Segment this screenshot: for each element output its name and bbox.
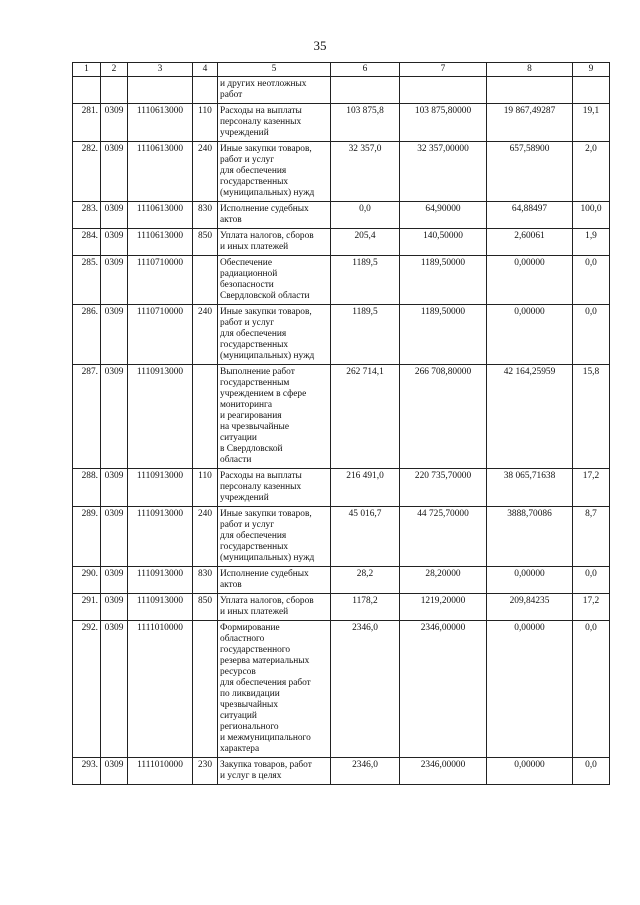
item-name: Исполнение судебных актов: [218, 202, 331, 229]
refined-amount: 64,90000: [400, 202, 487, 229]
approved-amount: 1189,5: [331, 256, 400, 305]
refined-amount: 44 725,70000: [400, 507, 487, 567]
item-name: Исполнение судебных актов: [218, 567, 331, 594]
refined-amount: 32 357,00000: [400, 142, 487, 202]
refined-amount: 1189,50000: [400, 256, 487, 305]
row-number: 284.: [73, 229, 101, 256]
executed-amount: 3888,70086: [487, 507, 573, 567]
approved-amount: [331, 77, 400, 104]
column-header-7: 7: [400, 63, 487, 77]
execution-percent: 100,0: [573, 202, 610, 229]
execution-percent: 17,2: [573, 594, 610, 621]
approved-amount: 103 875,8: [331, 104, 400, 142]
row-number: 286.: [73, 305, 101, 365]
item-name: Обеспечение радиационной безопасности Свердловской области: [218, 256, 331, 305]
expense-type: 830: [193, 567, 218, 594]
row-number: 281.: [73, 104, 101, 142]
executed-amount: 38 065,71638: [487, 469, 573, 507]
section-code: 0309: [101, 507, 128, 567]
execution-percent: 0,0: [573, 758, 610, 785]
row-number: 283.: [73, 202, 101, 229]
table-row: [73, 104, 610, 142]
table-row: [73, 469, 610, 507]
section-code: 0309: [101, 142, 128, 202]
refined-amount: 1189,50000: [400, 305, 487, 365]
column-header-3: 3: [128, 63, 193, 77]
column-header-5: 5: [218, 63, 331, 77]
table-row: [73, 229, 610, 256]
execution-percent: 19,1: [573, 104, 610, 142]
section-code: 0309: [101, 469, 128, 507]
executed-amount: 42 164,25959: [487, 365, 573, 469]
executed-amount: 0,00000: [487, 256, 573, 305]
refined-amount: 1219,20000: [400, 594, 487, 621]
table-row: [73, 507, 610, 567]
expense-type: 230: [193, 758, 218, 785]
expense-type: [193, 77, 218, 104]
table-row: [73, 305, 610, 365]
executed-amount: [487, 77, 573, 104]
refined-amount: 103 875,80000: [400, 104, 487, 142]
refined-amount: 28,20000: [400, 567, 487, 594]
column-header-6: 6: [331, 63, 400, 77]
table-row: [73, 758, 610, 785]
table-row: [73, 567, 610, 594]
approved-amount: 216 491,0: [331, 469, 400, 507]
expense-type: 110: [193, 104, 218, 142]
approved-amount: 45 016,7: [331, 507, 400, 567]
section-code: 0309: [101, 567, 128, 594]
table-row: [73, 594, 610, 621]
item-name: Закупка товаров, работ и услуг в целях: [218, 758, 331, 785]
row-number: 293.: [73, 758, 101, 785]
target-article: 1110913000: [128, 567, 193, 594]
table-row: [73, 77, 610, 104]
executed-amount: 0,00000: [487, 758, 573, 785]
expense-type: 850: [193, 229, 218, 256]
item-name: Выполнение работ государственным учреждением в сфере мониторинга и реагирования на чрезвычайные ситуации в Свердловской области: [218, 365, 331, 469]
section-code: 0309: [101, 229, 128, 256]
approved-amount: 0,0: [331, 202, 400, 229]
section-code: [101, 77, 128, 104]
table-body: [73, 77, 610, 785]
section-code: 0309: [101, 758, 128, 785]
column-header-8: 8: [487, 63, 573, 77]
section-code: 0309: [101, 104, 128, 142]
approved-amount: 2346,0: [331, 621, 400, 758]
section-code: 0309: [101, 621, 128, 758]
section-code: 0309: [101, 256, 128, 305]
budget-table: [72, 62, 610, 785]
refined-amount: 2346,00000: [400, 621, 487, 758]
execution-percent: 0,0: [573, 256, 610, 305]
executed-amount: 0,00000: [487, 621, 573, 758]
execution-percent: 8,7: [573, 507, 610, 567]
execution-percent: 15,8: [573, 365, 610, 469]
expense-type: 110: [193, 469, 218, 507]
header-row: [73, 63, 610, 77]
item-name: Расходы на выплаты персоналу казенных учреждений: [218, 104, 331, 142]
target-article: 1111010000: [128, 621, 193, 758]
column-header-2: 2: [101, 63, 128, 77]
table-row: [73, 202, 610, 229]
target-article: 1110613000: [128, 142, 193, 202]
table-row: [73, 256, 610, 305]
expense-type: [193, 621, 218, 758]
target-article: 1110613000: [128, 229, 193, 256]
row-number: 292.: [73, 621, 101, 758]
table-row: [73, 142, 610, 202]
approved-amount: 262 714,1: [331, 365, 400, 469]
approved-amount: 2346,0: [331, 758, 400, 785]
expense-type: [193, 256, 218, 305]
target-article: 1110613000: [128, 104, 193, 142]
table-row: [73, 365, 610, 469]
row-number: 291.: [73, 594, 101, 621]
row-number: 290.: [73, 567, 101, 594]
section-code: 0309: [101, 202, 128, 229]
target-article: 1110913000: [128, 365, 193, 469]
execution-percent: 2,0: [573, 142, 610, 202]
item-name: Формирование областного государственного резерва материальных ресурсов для обеспечения работ по ликвидации чрезвычайных ситуаций регионального и межмуниципального характера: [218, 621, 331, 758]
item-name: Уплата налогов, сборов и иных платежей: [218, 594, 331, 621]
execution-percent: 0,0: [573, 567, 610, 594]
expense-type: 240: [193, 305, 218, 365]
execution-percent: 17,2: [573, 469, 610, 507]
target-article: 1110913000: [128, 469, 193, 507]
expense-type: 830: [193, 202, 218, 229]
table-row: [73, 621, 610, 758]
execution-percent: [573, 77, 610, 104]
execution-percent: 0,0: [573, 305, 610, 365]
expense-type: 240: [193, 142, 218, 202]
approved-amount: 1189,5: [331, 305, 400, 365]
execution-percent: 1,9: [573, 229, 610, 256]
section-code: 0309: [101, 305, 128, 365]
table-header: [73, 63, 610, 77]
target-article: 1110913000: [128, 507, 193, 567]
executed-amount: 209,84235: [487, 594, 573, 621]
approved-amount: 205,4: [331, 229, 400, 256]
section-code: 0309: [101, 594, 128, 621]
row-number: 285.: [73, 256, 101, 305]
row-number: 287.: [73, 365, 101, 469]
row-number: [73, 77, 101, 104]
executed-amount: 2,60061: [487, 229, 573, 256]
target-article: [128, 77, 193, 104]
column-header-9: 9: [573, 63, 610, 77]
approved-amount: 1178,2: [331, 594, 400, 621]
row-number: 289.: [73, 507, 101, 567]
target-article: 1111010000: [128, 758, 193, 785]
target-article: 1110710000: [128, 256, 193, 305]
approved-amount: 28,2: [331, 567, 400, 594]
item-name: Иные закупки товаров, работ и услуг для обеспечения государственных (муниципальных) нужд: [218, 305, 331, 365]
item-name: Иные закупки товаров, работ и услуг для обеспечения государственных (муниципальных) нужд: [218, 142, 331, 202]
item-name: Расходы на выплаты персоналу казенных учреждений: [218, 469, 331, 507]
target-article: 1110710000: [128, 305, 193, 365]
target-article: 1110913000: [128, 594, 193, 621]
refined-amount: [400, 77, 487, 104]
executed-amount: 657,58900: [487, 142, 573, 202]
column-header-4: 4: [193, 63, 218, 77]
refined-amount: 266 708,80000: [400, 365, 487, 469]
target-article: 1110613000: [128, 202, 193, 229]
item-name: Уплата налогов, сборов и иных платежей: [218, 229, 331, 256]
expense-type: [193, 365, 218, 469]
executed-amount: 0,00000: [487, 305, 573, 365]
executed-amount: 64,88497: [487, 202, 573, 229]
execution-percent: 0,0: [573, 621, 610, 758]
item-name: и других неотложных работ: [218, 77, 331, 104]
executed-amount: 0,00000: [487, 567, 573, 594]
section-code: 0309: [101, 365, 128, 469]
expense-type: 240: [193, 507, 218, 567]
row-number: 288.: [73, 469, 101, 507]
refined-amount: 140,50000: [400, 229, 487, 256]
item-name: Иные закупки товаров, работ и услуг для обеспечения государственных (муниципальных) нужд: [218, 507, 331, 567]
expense-type: 850: [193, 594, 218, 621]
page-number: 35: [313, 38, 327, 53]
refined-amount: 2346,00000: [400, 758, 487, 785]
column-header-1: 1: [73, 63, 101, 77]
approved-amount: 32 357,0: [331, 142, 400, 202]
executed-amount: 19 867,49287: [487, 104, 573, 142]
row-number: 282.: [73, 142, 101, 202]
refined-amount: 220 735,70000: [400, 469, 487, 507]
